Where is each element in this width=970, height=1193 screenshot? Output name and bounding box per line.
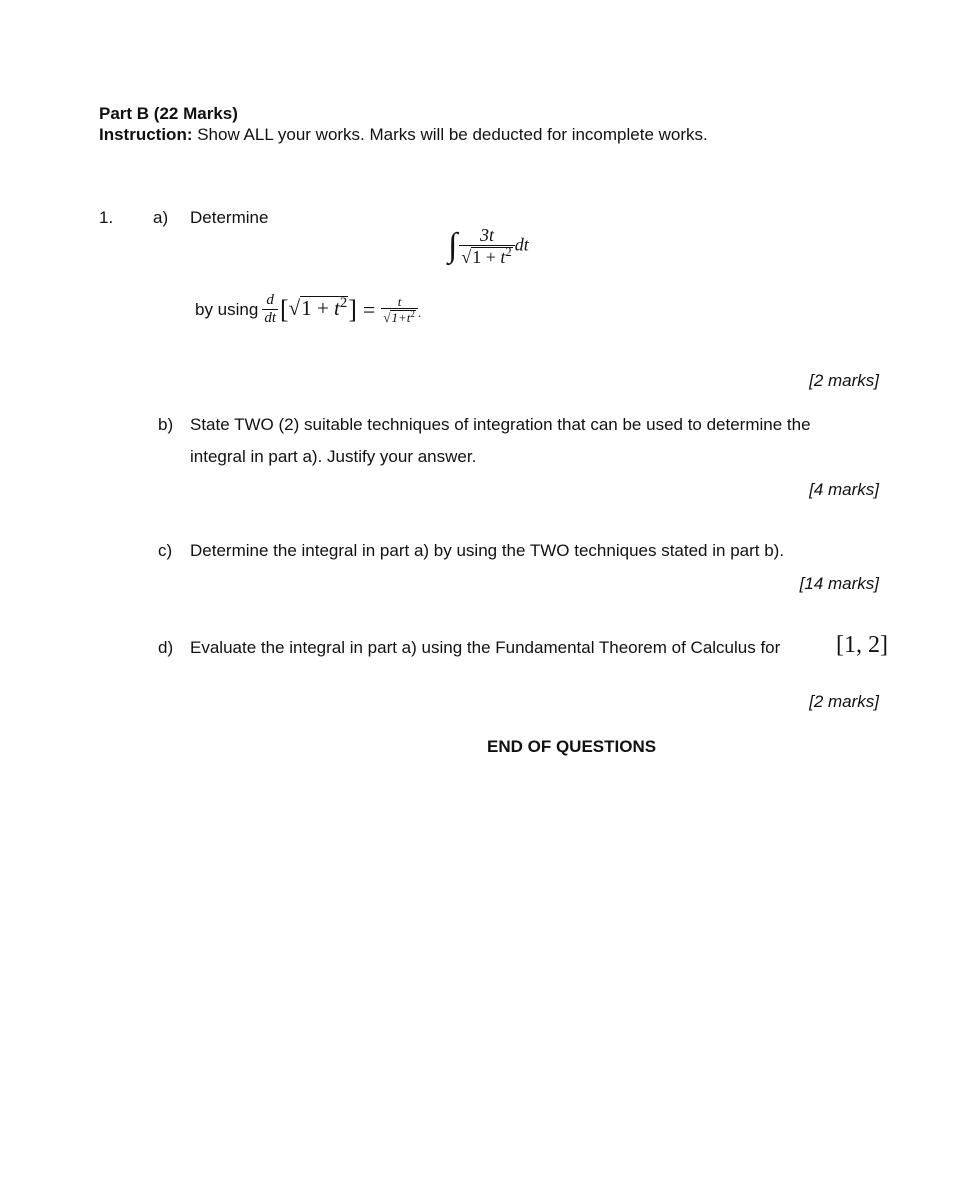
integral-denominator: √ $1 + t^2$ xyxy=(459,245,514,267)
part-d-text: Evaluate the integral in part a) using the Fundamental Theorem of Calculus for xyxy=(190,638,781,657)
hint-line xyxy=(195,293,421,327)
part-d-interval: [1, 2] xyxy=(836,632,888,658)
integral-fraction xyxy=(459,226,514,267)
sqrt-icon: √ xyxy=(288,296,301,321)
derivative-operator: $\frac{d}{dt}$ xyxy=(264,292,276,326)
part-a-label: a) xyxy=(153,208,169,227)
part-b-label: b) xyxy=(158,415,174,434)
part-c-marks: [14 marks] xyxy=(799,574,879,593)
part-b-line2: integral in part a). Justify your answer. xyxy=(190,447,477,466)
part-d-label: d) xyxy=(158,638,174,657)
instruction-label: Instruction: xyxy=(99,125,193,144)
instruction-line xyxy=(99,125,708,145)
sqrt-icon: √ xyxy=(461,246,472,267)
hint-end: . xyxy=(417,304,422,320)
hint-equals: = xyxy=(362,296,376,322)
part-c-label: c) xyxy=(158,541,173,560)
hint-prefix: by using xyxy=(195,299,259,319)
part-b-marks: [4 marks] xyxy=(809,480,879,499)
part-d-marks: [2 marks] xyxy=(809,692,879,711)
end-of-questions: END OF QUESTIONS xyxy=(487,737,657,756)
part-title: Part B (22 Marks) xyxy=(99,104,238,123)
integral-sign-icon: ∫ xyxy=(448,227,458,265)
question-number: 1. xyxy=(99,208,114,227)
part-c-text: Determine the integral in part a) by using the TWO techniques stated in part b). xyxy=(190,541,785,560)
hint-bracket-expression: [√ $1 + t^2$ ] xyxy=(280,295,357,325)
part-a-marks: [2 marks] xyxy=(809,371,879,390)
hint-rhs-fraction: t √ $1+t^2$ xyxy=(381,295,418,325)
part-a-text: Determine xyxy=(190,208,269,227)
part-b-line1: State TWO (2) suitable techniques of integration that can be used to determine the xyxy=(190,415,811,434)
integral-differential: dt xyxy=(514,234,529,255)
integral-expression xyxy=(448,226,529,267)
integral-numerator: 3t xyxy=(480,225,495,245)
instruction-text: Show ALL your works. Marks will be deducted for incomplete works. xyxy=(192,125,708,144)
